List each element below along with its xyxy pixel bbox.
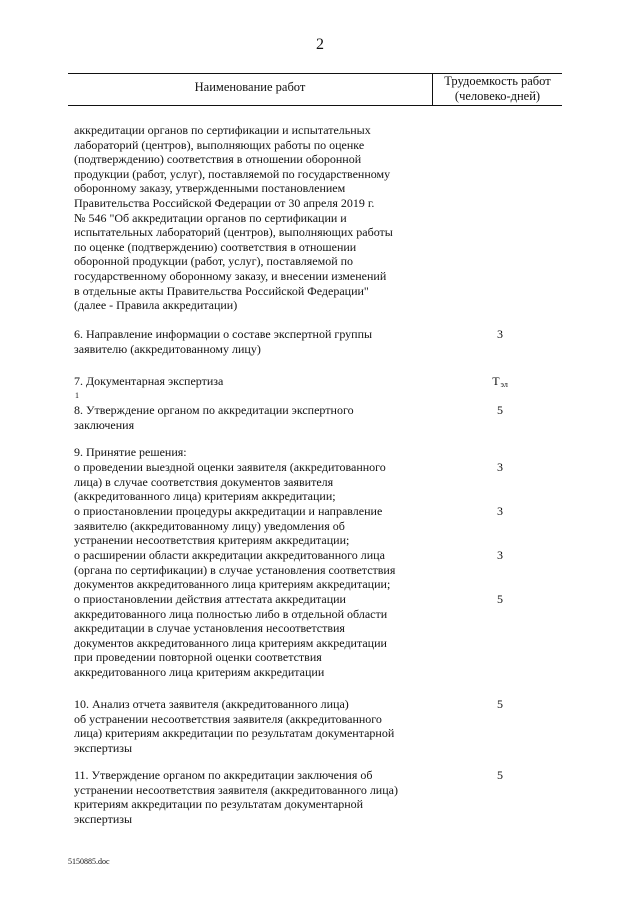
- item-9-sub2-value: 3: [497, 504, 503, 518]
- header-bottom-rule: [68, 105, 562, 106]
- item-7-description: [74, 374, 434, 403]
- page-number: 2: [316, 36, 324, 53]
- item-8-value: 5: [497, 403, 503, 417]
- text-line: лица) критериям аккредитации по результатам документарной: [74, 726, 395, 741]
- text-line: испытательных лабораторий (центров), выполняющих работы: [74, 225, 393, 240]
- text-line: (подтверждению) соответствия в отношении оборонной: [74, 152, 362, 167]
- text-line: заявителю (аккредитованному лицу) уведомления об: [74, 518, 345, 533]
- item-9-sub1-value: 3: [497, 460, 503, 474]
- header-col-work-name: Наименование работ: [194, 80, 306, 94]
- text-line: о приостановлении действия аттестата аккредитации: [74, 592, 346, 606]
- text-line: аккредитованного лица полностью либо в отдельной области: [74, 606, 388, 621]
- item-9-sub4-description: [74, 592, 434, 680]
- text-line: аккредитованного лица критериям аккредитации: [74, 664, 325, 679]
- text-line: лица) в случае соответствия документов заявителя: [74, 474, 334, 489]
- item-9-title: [74, 445, 434, 460]
- text-line: продукции (работ, услуг), поставляемой по государственному: [74, 166, 391, 181]
- item-11-value: 5: [497, 768, 503, 782]
- text-line: (органа по сертификации) в случае установления соответствия: [74, 562, 396, 577]
- text-line: аккредитации органов по сертификации и испытательных: [74, 123, 371, 137]
- item-11-description: [74, 768, 434, 826]
- item-6-description: [74, 327, 434, 356]
- text-line: № 546 "Об аккредитации органов по сертификации и: [74, 210, 347, 225]
- continuation-text: [74, 123, 434, 313]
- text-line: документов аккредитованного лица критериям аккредитации;: [74, 577, 391, 592]
- text-line: 8. Утверждение органом по аккредитации экспертного: [74, 403, 354, 417]
- text-line: о приостановлении процедуры аккредитации и направление: [74, 504, 383, 518]
- text-line: 10. Анализ отчета заявителя (аккредитованного лица): [74, 697, 349, 711]
- item-7-value: [470, 374, 530, 389]
- text-line: лабораторий (центров), выполняющих работы по оценке: [74, 137, 365, 152]
- header-col-labor-line2: (человеко-дней): [454, 89, 541, 103]
- text-line: устранении несоответствия заявителя (аккредитованного лица): [74, 782, 398, 797]
- item-10-description: [74, 697, 434, 755]
- item-9-sub4-value: 5: [497, 592, 503, 606]
- item-8-description: [74, 403, 434, 432]
- text-line: критериям аккредитации по результатам документарной: [74, 797, 364, 812]
- text-line: государственному оборонному заказу, и внесении изменений: [74, 268, 387, 283]
- item-6-value: 3: [497, 327, 503, 341]
- text-line: аккредитации в случае установления несоответствия: [74, 621, 345, 636]
- text-line: заключения: [74, 417, 135, 432]
- header-col-labor-line1: Трудоемкость работ: [444, 74, 551, 88]
- footnote-marker: 1: [75, 390, 79, 400]
- item-9-sub2-description: [74, 504, 434, 548]
- item-9-sub1-description: [74, 460, 434, 504]
- item-7-value-subscript: эл: [500, 380, 508, 389]
- text-line: документов аккредитованного лица критериям аккредитации: [74, 635, 387, 650]
- header-col-labor: [433, 74, 562, 104]
- text-line: 11. Утверждение органом по аккредитации заключения об: [74, 768, 373, 782]
- item-10-value: 5: [497, 697, 503, 711]
- footer-filename: 5150885.doc: [68, 857, 110, 866]
- text-line: экспертизы: [74, 811, 133, 826]
- item-9-sub3-value: 3: [497, 548, 503, 562]
- item-7-text: 7. Документарная экспертиза: [74, 374, 224, 388]
- item-7-value-main: Т: [492, 374, 500, 388]
- text-line: о расширении области аккредитации аккредитованного лица: [74, 548, 385, 562]
- text-line: о проведении выездной оценки заявителя (аккредитованного: [74, 460, 386, 474]
- text-line: Правительства Российской Федерации от 30 апреля 2019 г.: [74, 195, 375, 210]
- text-line: 9. Принятие решения:: [74, 445, 187, 459]
- text-line: (далее - Правила аккредитации): [74, 298, 238, 313]
- text-line: устранении несоответствия критериям аккредитации;: [74, 533, 350, 548]
- text-line: в отдельные акты Правительства Российской Федерации": [74, 283, 369, 298]
- text-line: при проведении повторной оценки соответствия: [74, 650, 322, 665]
- text-line: оборонному заказу, утвержденными постановлением: [74, 181, 346, 196]
- item-9-sub3-description: [74, 548, 434, 592]
- text-line: заявителю (аккредитованному лицу): [74, 341, 261, 356]
- text-line: 6. Направление информации о составе экспертной группы: [74, 327, 373, 341]
- text-line: по оценке (подтверждению) соответствия в отношении: [74, 239, 357, 254]
- text-line: (аккредитованного лица) критериям аккредитации;: [74, 489, 336, 504]
- text-line: оборонной продукции (работ, услуг), поставляемой по: [74, 254, 354, 269]
- text-line: экспертизы: [74, 740, 133, 755]
- text-line: об устранении несоответствия заявителя (аккредитованного: [74, 711, 382, 726]
